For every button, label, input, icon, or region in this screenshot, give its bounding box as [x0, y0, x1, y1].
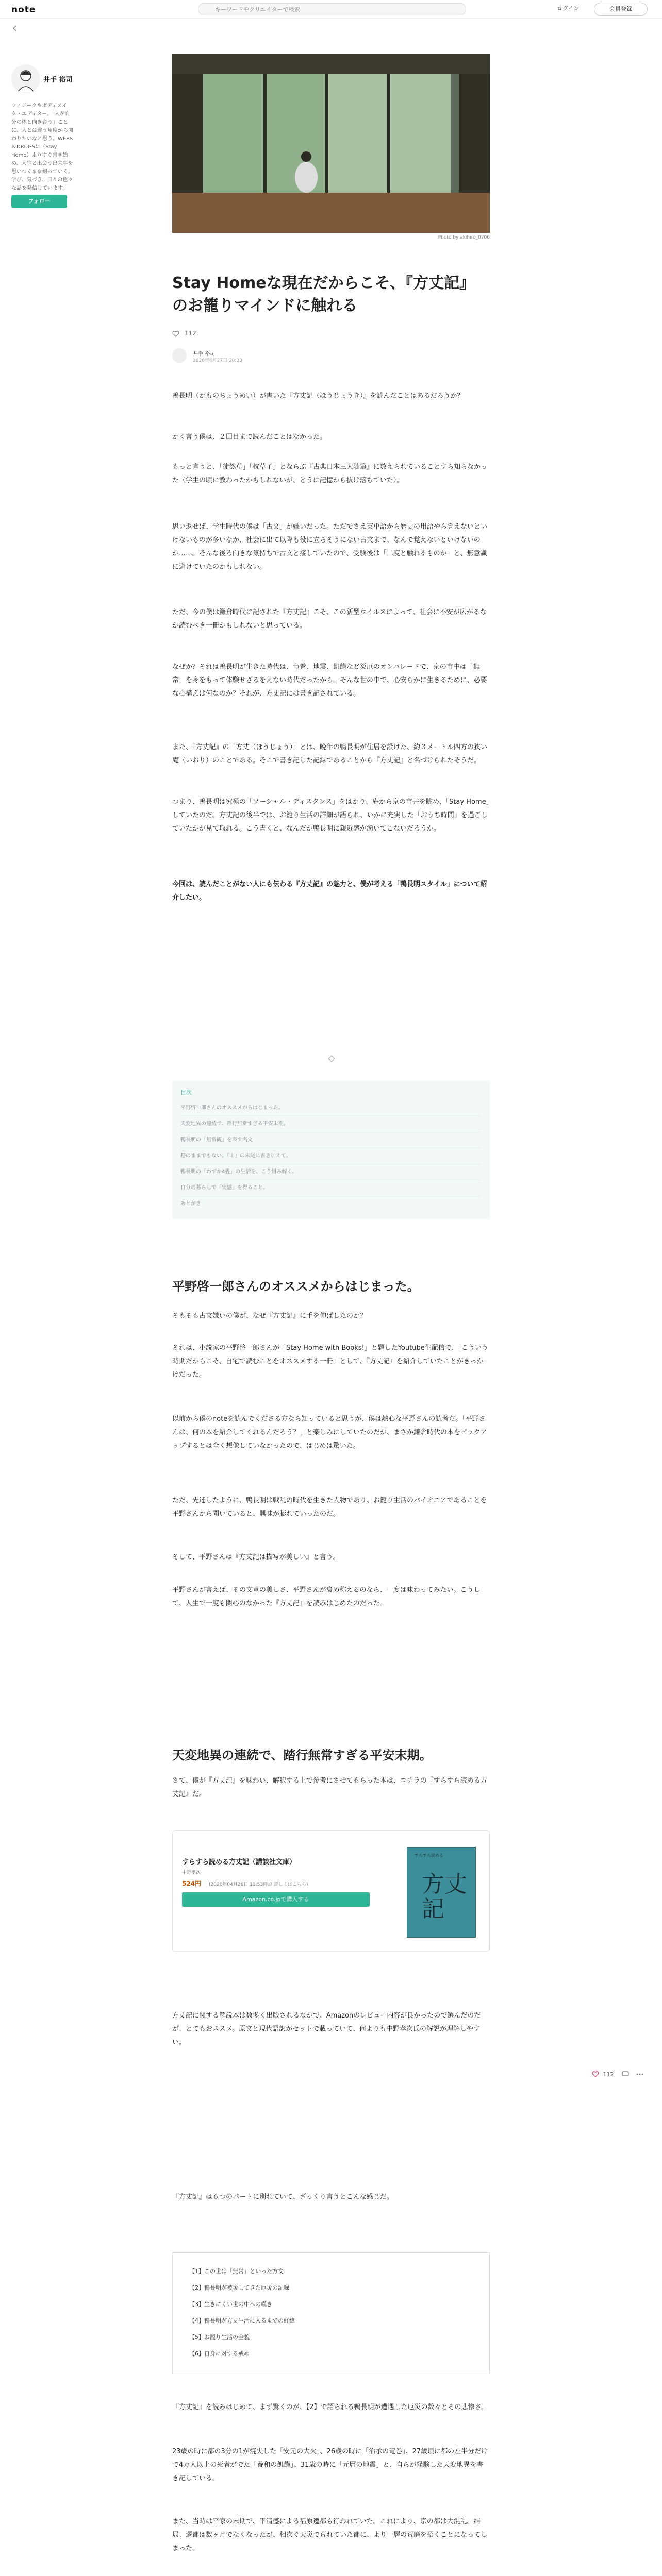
paragraph: ただ、今の僕は鎌倉時代に記された『方丈記』こそ、この新型ウイルスによって、社会に不安が広がるなか読むべき一冊かもしれないと思っている。 — [172, 608, 487, 630]
paragraph: もっと言うと、「徒然草」「枕草子」とならぶ『古典日本三大随筆』に数えられていることすら知らなかった（学生の頃に教わったかもしれないが、とうに記憶から抜け落ちていた）。 — [172, 463, 488, 484]
chapter-item: 【3】生きにくい世の中への嘆き — [189, 2301, 272, 2308]
author-avatar[interactable] — [11, 64, 40, 93]
paragraph: つまり、鴨長明は究極の「ソーシャル・ディスタンス」をはかり、庵から京の市井を眺め、「Stay Home」していたのだ。方丈記の後半では、お籠り生活の詳細が語られ、いかに充実した「おうち時間」を過ごしていたかが見て取れる。こう書くと、なんだか鴨長明に親近感が湧いてこないだろうか。 — [172, 798, 490, 833]
photo-credit: Photo by akihiro_0706 — [438, 235, 490, 240]
amazon-buy-button[interactable]: Amazon.co.jpで購入する — [182, 1892, 370, 1907]
hero-image — [172, 54, 490, 233]
chapter-item: 【4】鴨長明が方丈生活に入るまでの経緯 — [189, 2317, 295, 2324]
author-name[interactable]: 井手 裕司 — [43, 76, 73, 84]
author-bio: フィジーク＆ボディメイク・エディター。「人が自分の体と向き合う」ことに、人とは違う角度から関わりたいなと思う。WEBS＆DRUGSに（Stay Home）よりすぐ書き始め、人生と出会う出来事を思いつくまま綴っていく。学び、気づき、日々の色々な話を発信しています。 — [11, 103, 73, 191]
paragraph: 方丈記に関する解説本は数多く出版されるなかで、Amazonのレビュー内容が良かったので選んだのだが、とてもおススメ。原文と現代語訳がセットで載っていて、何よりも中野孝次氏の解説が理解しやすい。 — [172, 2012, 481, 2046]
toc-heading[interactable]: 目次 — [180, 1089, 192, 1096]
signup-button[interactable]: 会員登録 — [594, 3, 648, 16]
toc-item[interactable]: 天変地異の連続で、踏行無常すぎる平安末期。 — [180, 1116, 482, 1132]
toc-item[interactable]: 鴨長明の「無常観」を表す名文 — [180, 1132, 482, 1148]
toc-item[interactable]: 平野啓一郎さんのオススメからはじまった。 — [180, 1100, 482, 1116]
follow-button-label: フォロー — [28, 198, 51, 205]
paragraph: かく言う僕は、２回目まで読んだことはなかった。 — [172, 433, 327, 441]
separator-icon — [328, 1055, 335, 1062]
toc-item[interactable]: 自分の暮らしで「実感」を得ること。 — [180, 1180, 482, 1196]
chapter-item: 【1】この世は「無常」といった方文 — [189, 2268, 284, 2275]
section-heading: 天変地異の連続で、踏行無常すぎる平安末期。 — [172, 1748, 432, 1762]
article-title: Stay Homeな現在だからこそ、『方丈記』のお籠りマインドに触れる — [172, 274, 475, 315]
comment-icon[interactable] — [622, 2071, 629, 2077]
toc-item[interactable]: 鴨長明の「わずか4畳」の生活を、こう組み解く。 — [180, 1164, 482, 1180]
top-bar — [0, 0, 662, 19]
book-author: 中野孝次 — [182, 1870, 201, 1875]
book-price: 524円 — [182, 1880, 202, 1887]
byline-avatar[interactable] — [172, 348, 187, 363]
chapter-item: 【5】お籠り生活の全貌 — [189, 2334, 250, 2341]
paragraph: 鴨長明（かものちょうめい）が書いた『方丈記（ほうじょうき）』を読んだことはあるだろうか？ — [172, 392, 464, 400]
toc-item[interactable]: あとがき — [180, 1201, 201, 1207]
book-price-note: (2020年04月26日 11:53時点 詳しくはこちら) — [209, 1882, 308, 1887]
toc-item[interactable]: 趣のままでもない。『山』の末尾に書き加えて。 — [180, 1148, 482, 1164]
paragraph: そもそも古文嫌いの僕が、なぜ『方丈記』に手を伸ばしたのか？ — [172, 1312, 367, 1320]
table-of-contents — [172, 1081, 490, 1219]
floating-actions — [592, 2071, 643, 2078]
paragraph: それは、小説家の平野啓一郎さんが「Stay Home with Books!」と題したYoutube生配信で、「こういう時期だからこそ、自宅で読むことをオススメする一冊」として、『方丈記』を紹介していたことがきっかけだった。 — [172, 1344, 488, 1379]
book-title[interactable]: すらすら読める方丈記（講談社文庫） — [182, 1858, 296, 1866]
paragraph: 以前から僕のnoteを読んでくださる方なら知っていると思うが、僕は熱心な平野さんの読者だ。「平野さんは、何の本を紹介してくれるんだろう？」と楽しみにしていたのだが、まさか鎌倉時代の本をピックアップするとは全く想像していなかったので、はじめは驚いた。 — [172, 1415, 487, 1450]
chapter-list — [172, 2252, 490, 2374]
heart-icon[interactable] — [172, 331, 179, 337]
book-cover-title: 方丈記 — [422, 1871, 467, 1922]
likes-row — [172, 330, 196, 337]
paragraph: なぜか？それは鴨長明が生きた時代は、竜巻、地震、飢饉など災厄のオンパレードで、京の市中は「無常」を身をもって体験せざるをえない時代だったから。そんな世の中で、心安らかに生きるために、必要な心構えは何なのか？それが、方丈記には書き記されている。 — [172, 663, 487, 698]
paragraph: また、『方丈記』の「方丈（ほうじょう）」とは、晩年の鴨長明が住居を設けた、約３メートル四方の狭い庵（いおり）のことである。そこで書き記した記録であることから『方丈記』と名づけられたそうだ。 — [172, 743, 488, 765]
paragraph: さて、僕が『方丈記』を味わい、解釈する上で参考にさせてもらった本は、コチラの『すらすら読める方丈記』だ。 — [172, 1777, 487, 1798]
paragraph: そして、平野さんは『方丈記は描写が美しい』と言う。 — [172, 1553, 340, 1561]
book-cover-image[interactable] — [407, 1847, 476, 1938]
more-icon[interactable] — [636, 2073, 643, 2075]
paragraph: また、当時は平家の末期で、平清盛による福原遷都も行われていた。これにより、京の都は大混乱。結局、遷都は数ヶ月でなくなったが、相次ぐ天災で荒れていた都に、より一層の荒廃を招くことになってしまった。 — [172, 2518, 488, 2552]
paragraph: 思い返せば、学生時代の僕は「古文」が嫌いだった。ただでさえ英単語から歴史の用語やら覚えないといけないものが多いなか、社会に出て以降も役に立ちそうにない古文まで、なんで覚えないといけないのか……。そんな後ろ向きな気持ちで古文と接していたので、受験後は「二度と触れるものか」と、無意識に避けていたのかもしれない。 — [172, 523, 488, 571]
amazon-book-card — [172, 1830, 490, 1952]
search-input[interactable] — [198, 3, 466, 15]
paragraph: 『方丈記』を読みはじめて、まず驚くのが、【2】で語られる鴨長明が遭遇した厄災の数々とその悲惨さ。 — [172, 2403, 488, 2411]
byline-name[interactable]: 井手 裕司 — [193, 351, 216, 357]
likes-count: 112 — [185, 330, 196, 337]
note-logo[interactable]: note — [11, 5, 36, 15]
chapter-item: 【2】鴨長明が被災してきた厄災の記録 — [189, 2284, 289, 2291]
login-button[interactable]: ログイン — [557, 5, 580, 12]
paragraph: 今回は、読んだことがない人にも伝わる『方丈記』の魅力と、僕が考える「鴨長明スタイル」について紹介したい。 — [172, 880, 487, 902]
floating-likes-count: 112 — [603, 2071, 614, 2078]
byline-date: 2020年4月27日 20:33 — [193, 358, 242, 363]
book-cover-subtitle: すらすら読める — [415, 1853, 443, 1858]
paragraph: 平野さんが言えば、その文章の美しさ、平野さんが褒め称えるのなら、一度は味わってみたい。こうして、人生で一度も関心のなかった『方丈記』を読みはじめたのだった。 — [172, 1586, 481, 1607]
follow-button[interactable] — [11, 195, 67, 208]
paragraph: 23歳の時に都の3分の1が焼失した「安元の大火」、26歳の時に「治承の竜巻」、27歳頃に都の左半分だけで4万人以上の死者がでた「養和の飢饉」、31歳の時に「元暦の地震」と、自らが経験した天変地異を書き記している。 — [172, 2448, 488, 2482]
section-heading: 平野啓一郎さんのオススメからはじまった。 — [172, 1279, 420, 1294]
heart-icon[interactable] — [592, 2071, 599, 2077]
paragraph: 『方丈記』は６つのパートに別れていて、ざっくり言うとこんな感じだ。 — [172, 2193, 393, 2201]
back-arrow-icon[interactable] — [11, 25, 19, 32]
chapter-item: 【6】自身に対する戒め — [189, 2350, 250, 2357]
paragraph: ただ、先述したように、鴨長明は戦乱の時代を生きた人物であり、お籠り生活のパイオニアであることを平野さんから聞いていると、興味が膨れていったのだ。 — [172, 1497, 487, 1518]
